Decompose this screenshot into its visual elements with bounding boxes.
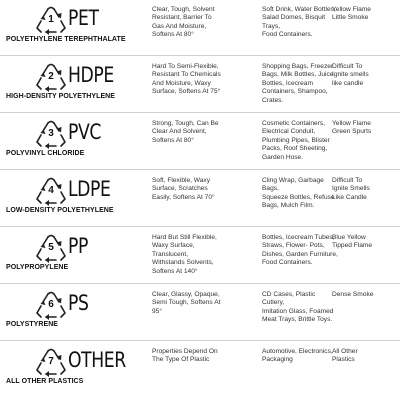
plastic-row-6 [0,285,400,341]
plastic-abbreviation: PS [68,291,89,315]
plastic-abbreviation: PVC [68,120,101,144]
properties-cell: Properties Depend On The Type Of Plastic [152,348,218,364]
plastic-abbreviation: OTHER [68,348,126,372]
plastic-full-name: POLYSTYRENE [6,321,59,328]
plastic-full-name: POLYVINYL CHLORIDE [6,150,85,157]
recycling-symbol-group [6,0,146,56]
common-uses-cell: Soft Drink, Water Bottles, Salad Domes, Bisquit Trays, Food Containers. [262,6,336,39]
plastic-row-5 [0,228,400,284]
recycling-symbol-group [6,114,146,170]
row-divider [0,283,400,284]
resin-code: 1 [48,14,54,25]
common-uses-cell: Automotive, Electronics, Packaging [262,348,333,364]
resin-code: 4 [48,185,54,196]
recycling-symbol-group [6,228,146,284]
properties-cell: Soft, Flexible, Waxy Surface, Scratches Easily, Softens At 70° [152,177,215,201]
plastic-abbreviation: HDPE [68,63,114,87]
common-uses-cell: CD Cases, Plastic Cutlery, Imitation Glass, Foamed Meat Trays, Brittle Toys. [262,291,334,324]
row-divider [0,112,400,113]
row-divider [0,55,400,56]
plastic-row-4 [0,171,400,227]
properties-cell: Clear, Glassy, Opaque, Semi Tough, Softens At 95° [152,291,221,315]
plastic-row-3 [0,114,400,170]
plastic-abbreviation: PET [68,6,99,30]
plastic-row-7 [0,342,400,398]
plastic-full-name: POLYPROPYLENE [6,264,69,271]
plastic-row-2 [0,57,400,113]
plastic-abbreviation: LDPE [68,177,111,201]
plastic-full-name: POLYETHYLENE TEREPHTHALATE [6,36,126,43]
burn-test-cell: All Other Plastics [332,348,358,364]
recycling-symbol-group [6,57,146,113]
properties-cell: Clear, Tough, Solvent Resistant, Barrier To Gas And Moisture, Softens At 80° [152,6,215,39]
recycling-symbol-group [6,342,146,398]
resin-code: 7 [48,356,54,367]
common-uses-cell: Cling Wrap, Garbage Bags, Squeeze Bottles, Refuse Bags, Mulch Film. [262,177,335,210]
row-divider [0,340,400,341]
recycling-symbol-group [6,285,146,341]
plastic-row-1 [0,0,400,56]
common-uses-cell: Bottles, Icecream Tubes, Straws, Flower- Pots, Dishes, Garden Furniture, Food Containers. [262,234,338,267]
plastic-full-name: LOW-DENSITY POLYETHYLENE [6,207,114,214]
row-divider [0,226,400,227]
row-divider [0,169,400,170]
properties-cell: Strong, Tough, Can Be Clear And Solvent, Softens At 80° [152,120,219,144]
plastic-full-name: ALL OTHER PLASTICS [6,378,84,385]
burn-test-cell: Yellow Flame Green Spurts [332,120,372,136]
burn-test-cell: Dense Smoke [332,291,374,298]
resin-code: 5 [48,242,54,253]
burn-test-cell: Difficult To Ignite smells like candle [332,63,369,87]
resin-code: 2 [48,71,54,82]
resin-code: 6 [48,299,54,310]
recycling-symbol-group [6,171,146,227]
burn-test-cell: Yellow Flame Little Smoke [332,6,371,22]
common-uses-cell: Cosmetic Containers, Electrical Conduit, Plumbing Pipes, Blister Packs, Roof Sheeting, Garden Hose. [262,120,330,161]
properties-cell: Hard But Still Flexible, Waxy Surface, Translucent, Withstands Solvents, Softens At 140° [152,234,217,275]
resin-code: 3 [48,128,54,139]
properties-cell: Hard To Semi-Flexible, Resistant To Chemicals And Moisture, Waxy Surface, Softens At 75° [152,63,221,96]
plastic-abbreviation: PP [68,234,88,258]
common-uses-cell: Shopping Bags, Freezer Bags, Milk Bottles, Juice Bottles, Icecream Containers, Shampoo, Crates. [262,63,334,104]
burn-test-cell: Blue Yellow Tipped Flame [332,234,373,250]
plastic-full-name: HIGH-DENSITY POLYETHYLENE [6,93,115,100]
burn-test-cell: Difficult To Ignite Smells Like Candle [332,177,370,201]
